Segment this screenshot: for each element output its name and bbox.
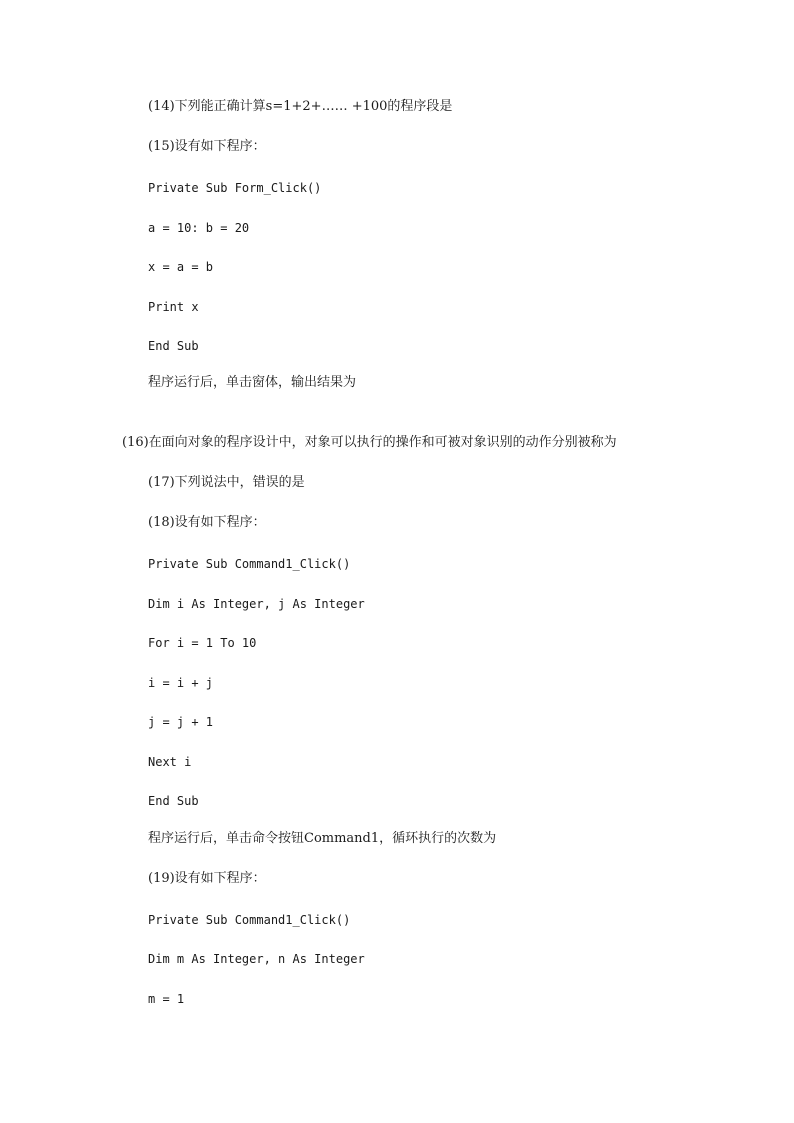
question-14: (14)下列能正确计算s=1+2+…… +100的程序段是 bbox=[148, 99, 453, 114]
code-line: Print x bbox=[148, 300, 199, 314]
question-19: (19)设有如下程序： bbox=[148, 871, 266, 886]
question-16: (16)在面向对象的程序设计中，对象可以执行的操作和可被对象识别的动作分别被称为 bbox=[122, 435, 617, 450]
question-text: 程序运行后，单击窗体，输出结果为 bbox=[148, 375, 357, 390]
code-line: For i = 1 To 10 bbox=[148, 636, 257, 650]
code-line: Next i bbox=[148, 755, 192, 769]
question-text: 程序运行后，单击命令按钮Command1，循环执行的次数为 bbox=[148, 831, 497, 846]
code-line: Private Sub Command1_Click() bbox=[148, 913, 351, 927]
question-18: (18)设有如下程序： bbox=[148, 515, 266, 530]
code-line: i = i + j bbox=[148, 676, 214, 690]
question-15: (15)设有如下程序： bbox=[148, 139, 266, 154]
code-line: Dim m As Integer, n As Integer bbox=[148, 952, 365, 966]
code-line: Private Sub Form_Click() bbox=[148, 181, 322, 195]
code-line: a = 10: b = 20 bbox=[148, 221, 250, 235]
code-line: x = a = b bbox=[148, 260, 214, 274]
code-line: End Sub bbox=[148, 339, 199, 353]
code-line: Dim i As Integer, j As Integer bbox=[148, 597, 365, 611]
question-17: (17)下列说法中，错误的是 bbox=[148, 475, 305, 490]
code-line: Private Sub Command1_Click() bbox=[148, 557, 351, 571]
code-line: j = j + 1 bbox=[148, 715, 214, 729]
code-line: m = 1 bbox=[148, 992, 185, 1006]
code-line: End Sub bbox=[148, 794, 199, 808]
